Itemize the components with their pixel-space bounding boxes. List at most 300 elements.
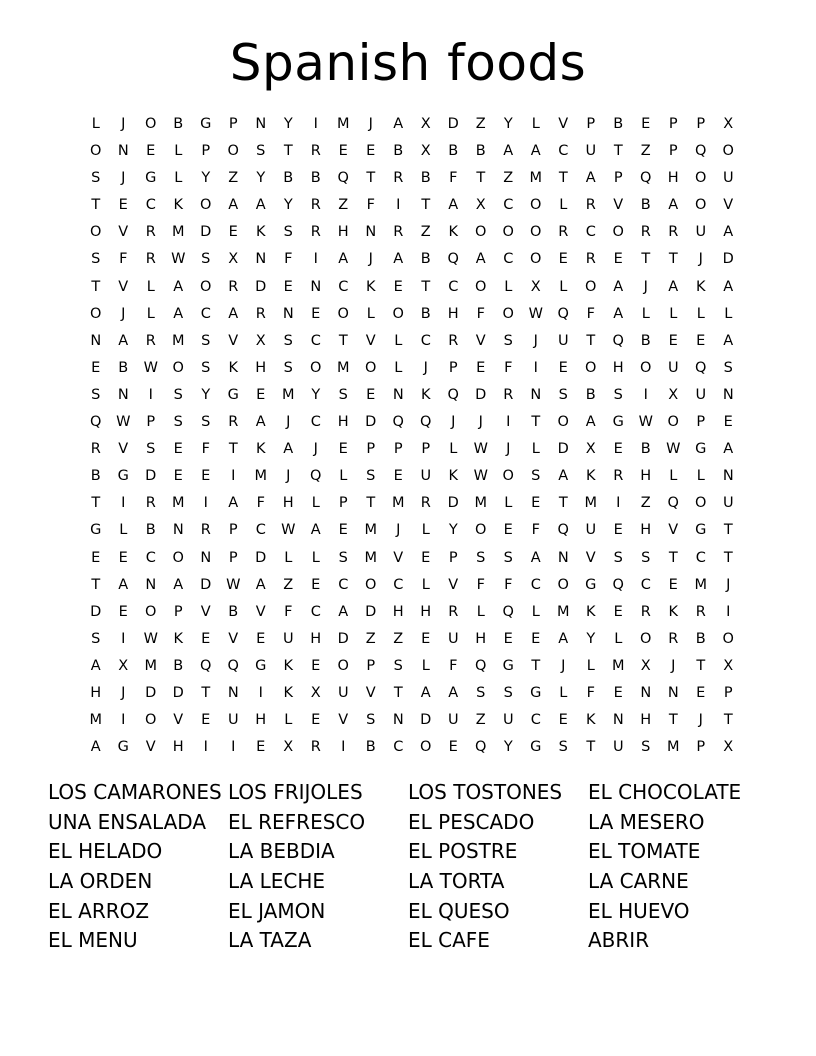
grid-letter[interactable]: T [91, 278, 101, 295]
grid-letter[interactable]: R [145, 224, 156, 241]
grid-letter[interactable]: F [201, 441, 210, 458]
grid-letter[interactable]: A [90, 739, 101, 756]
grid-letter[interactable]: B [118, 359, 129, 376]
grid-letter[interactable]: O [557, 414, 569, 431]
grid-letter[interactable]: E [338, 522, 348, 539]
grid-letter[interactable]: T [283, 143, 293, 160]
grid-letter[interactable]: L [724, 305, 733, 322]
grid-letter[interactable]: G [90, 522, 102, 539]
grid-letter[interactable]: L [394, 359, 403, 376]
grid-letter[interactable]: Q [447, 251, 459, 268]
grid-letter[interactable]: E [338, 143, 348, 160]
grid-letter[interactable]: U [585, 522, 597, 539]
grid-letter[interactable]: U [557, 332, 569, 349]
grid-letter[interactable]: C [255, 522, 266, 539]
grid-letter[interactable]: T [421, 278, 431, 295]
grid-letter[interactable]: T [723, 522, 733, 539]
grid-letter[interactable]: A [585, 170, 596, 187]
grid-letter[interactable]: E [283, 278, 293, 295]
grid-letter[interactable]: E [696, 332, 706, 349]
grid-letter[interactable]: X [475, 197, 486, 214]
grid-letter[interactable]: I [121, 630, 126, 647]
grid-letter[interactable]: W [638, 414, 653, 431]
grid-letter[interactable]: G [695, 441, 707, 458]
grid-letter[interactable]: O [585, 359, 597, 376]
grid-letter[interactable]: L [669, 305, 678, 322]
grid-letter[interactable]: Q [227, 657, 239, 674]
grid-letter[interactable]: I [231, 468, 236, 485]
grid-letter[interactable]: M [364, 549, 377, 566]
grid-letter[interactable]: E [421, 630, 431, 647]
grid-letter[interactable]: P [366, 657, 376, 674]
grid-letter[interactable]: A [393, 116, 404, 132]
grid-letter[interactable]: E [256, 630, 266, 647]
grid-letter[interactable]: Q [667, 495, 679, 512]
grid-letter[interactable]: M [89, 712, 102, 729]
grid-letter[interactable]: B [228, 603, 239, 620]
grid-letter[interactable]: O [145, 116, 157, 132]
grid-letter[interactable]: A [723, 224, 734, 241]
grid-letter[interactable]: F [476, 576, 485, 593]
grid-letter[interactable]: C [585, 224, 596, 241]
grid-letter[interactable]: M [556, 603, 570, 620]
grid-letter[interactable]: N [667, 684, 679, 701]
grid-letter[interactable]: P [393, 441, 403, 458]
grid-letter[interactable]: E [173, 468, 183, 485]
grid-letter[interactable]: J [451, 414, 456, 431]
grid-letter[interactable]: L [174, 143, 183, 160]
grid-letter[interactable]: C [530, 576, 541, 593]
grid-letter[interactable]: K [585, 468, 596, 485]
grid-letter[interactable]: G [612, 414, 624, 431]
grid-letter[interactable]: J [286, 414, 291, 431]
grid-letter[interactable]: P [228, 522, 238, 539]
grid-letter[interactable]: A [530, 143, 541, 160]
grid-letter[interactable]: E [531, 495, 541, 512]
grid-letter[interactable]: E [146, 143, 156, 160]
grid-letter[interactable]: L [559, 278, 568, 295]
grid-letter[interactable]: I [616, 495, 621, 512]
grid-letter[interactable]: Q [612, 576, 624, 593]
grid-letter[interactable]: P [173, 603, 183, 620]
grid-letter[interactable]: T [338, 332, 348, 349]
grid-letter[interactable]: V [228, 332, 239, 349]
grid-letter[interactable]: V [393, 549, 404, 566]
grid-letter[interactable]: A [723, 278, 734, 295]
grid-letter[interactable]: H [640, 468, 652, 485]
grid-letter[interactable]: D [420, 712, 432, 729]
grid-letter[interactable]: E [393, 278, 403, 295]
grid-letter[interactable]: P [613, 170, 623, 187]
grid-letter[interactable]: R [420, 495, 431, 512]
grid-letter[interactable]: C [448, 278, 459, 295]
grid-letter[interactable]: R [255, 305, 266, 322]
grid-letter[interactable]: D [145, 468, 157, 485]
grid-letter[interactable]: R [585, 251, 596, 268]
grid-letter[interactable]: V [200, 603, 211, 620]
grid-letter[interactable]: C [420, 332, 431, 349]
grid-letter[interactable]: A [585, 414, 596, 431]
grid-letter[interactable]: J [121, 116, 126, 132]
grid-letter[interactable]: J [698, 712, 703, 729]
grid-letter[interactable]: B [310, 170, 321, 187]
grid-letter[interactable]: A [228, 305, 239, 322]
grid-letter[interactable]: J [671, 657, 676, 674]
grid-letter[interactable]: N [172, 522, 184, 539]
grid-letter[interactable]: P [338, 495, 348, 512]
grid-letter[interactable]: K [585, 712, 596, 729]
grid-letter[interactable]: O [475, 522, 487, 539]
grid-letter[interactable]: S [476, 549, 486, 566]
grid-letter[interactable]: E [91, 549, 101, 566]
grid-letter[interactable]: D [365, 603, 377, 620]
grid-letter[interactable]: C [338, 278, 349, 295]
grid-letter[interactable]: M [529, 170, 542, 187]
grid-letter[interactable]: I [313, 116, 318, 132]
grid-letter[interactable]: Y [503, 116, 513, 132]
grid-letter[interactable]: H [667, 170, 679, 187]
grid-letter[interactable]: V [118, 224, 129, 241]
grid-letter[interactable]: L [531, 603, 540, 620]
grid-letter[interactable]: X [723, 116, 734, 132]
grid-letter[interactable]: E [311, 305, 321, 322]
grid-letter[interactable]: A [255, 576, 266, 593]
grid-letter[interactable]: I [341, 739, 346, 756]
grid-letter[interactable]: I [231, 739, 236, 756]
grid-letter[interactable]: P [448, 549, 458, 566]
grid-letter[interactable]: A [173, 305, 184, 322]
grid-letter[interactable]: D [200, 224, 212, 241]
grid-letter[interactable]: J [698, 251, 703, 268]
grid-letter[interactable]: P [228, 116, 238, 132]
grid-letter[interactable]: O [667, 414, 679, 431]
grid-letter[interactable]: B [475, 143, 486, 160]
grid-letter[interactable]: A [613, 305, 624, 322]
grid-letter[interactable]: A [503, 143, 514, 160]
grid-letter[interactable]: P [723, 684, 733, 701]
grid-letter[interactable]: F [366, 197, 375, 214]
grid-letter[interactable]: F [256, 495, 265, 512]
grid-letter[interactable]: Y [201, 170, 211, 187]
grid-letter[interactable]: H [640, 522, 652, 539]
grid-letter[interactable]: J [121, 305, 126, 322]
grid-letter[interactable]: A [118, 576, 129, 593]
grid-letter[interactable]: D [475, 386, 487, 403]
grid-letter[interactable]: O [557, 576, 569, 593]
grid-letter[interactable]: D [447, 116, 459, 132]
grid-letter[interactable]: S [173, 386, 183, 403]
grid-letter[interactable]: M [336, 359, 350, 376]
grid-letter[interactable]: I [506, 414, 511, 431]
grid-letter[interactable]: G [117, 739, 129, 756]
grid-letter[interactable]: N [90, 332, 102, 349]
grid-letter[interactable]: M [171, 495, 185, 512]
grid-letter[interactable]: C [695, 549, 706, 566]
grid-letter[interactable]: Z [365, 630, 376, 647]
grid-letter[interactable]: S [283, 332, 293, 349]
grid-letter[interactable]: P [201, 143, 211, 160]
grid-letter[interactable]: X [118, 657, 129, 674]
grid-letter[interactable]: E [366, 386, 376, 403]
grid-letter[interactable]: M [281, 386, 295, 403]
grid-letter[interactable]: I [148, 386, 153, 403]
grid-letter[interactable]: R [448, 332, 459, 349]
grid-letter[interactable]: Q [502, 603, 514, 620]
grid-letter[interactable]: K [420, 386, 431, 403]
grid-letter[interactable]: S [201, 251, 211, 268]
grid-letter[interactable]: X [420, 116, 431, 132]
grid-letter[interactable]: B [420, 305, 431, 322]
grid-letter[interactable]: L [696, 468, 705, 485]
grid-letter[interactable]: P [696, 116, 706, 132]
grid-letter[interactable]: V [558, 116, 569, 132]
grid-letter[interactable]: E [91, 359, 101, 376]
grid-letter[interactable]: L [421, 657, 430, 674]
grid-letter[interactable]: L [284, 549, 293, 566]
grid-letter[interactable]: X [228, 251, 239, 268]
grid-letter[interactable]: S [558, 739, 568, 756]
grid-letter[interactable]: Q [557, 305, 569, 322]
grid-letter[interactable]: Q [612, 332, 624, 349]
grid-letter[interactable]: N [255, 116, 267, 132]
grid-letter[interactable]: A [338, 603, 349, 620]
grid-letter[interactable]: M [474, 495, 487, 512]
grid-letter[interactable]: L [476, 603, 485, 620]
grid-letter[interactable]: I [121, 712, 126, 729]
grid-letter[interactable]: L [504, 278, 513, 295]
grid-letter[interactable]: H [640, 712, 652, 729]
grid-letter[interactable]: F [284, 251, 293, 268]
grid-letter[interactable]: L [504, 495, 513, 512]
grid-letter[interactable]: M [171, 332, 185, 349]
grid-letter[interactable]: S [613, 549, 623, 566]
grid-letter[interactable]: K [255, 441, 266, 458]
grid-letter[interactable]: W [116, 414, 131, 431]
grid-letter[interactable]: Z [283, 576, 294, 593]
grid-letter[interactable]: C [200, 305, 211, 322]
grid-letter[interactable]: N [722, 386, 734, 403]
grid-letter[interactable]: S [641, 549, 651, 566]
grid-letter[interactable]: R [668, 224, 679, 241]
grid-letter[interactable]: N [227, 684, 239, 701]
grid-letter[interactable]: S [503, 332, 513, 349]
grid-letter[interactable]: S [201, 414, 211, 431]
grid-letter[interactable]: R [640, 603, 651, 620]
grid-letter[interactable]: W [528, 305, 543, 322]
grid-letter[interactable]: W [171, 251, 186, 268]
grid-letter[interactable]: U [502, 712, 514, 729]
grid-letter[interactable]: A [723, 441, 734, 458]
grid-letter[interactable]: I [258, 684, 263, 701]
grid-letter[interactable]: C [145, 549, 156, 566]
grid-letter[interactable]: C [393, 739, 404, 756]
grid-letter[interactable]: S [366, 468, 376, 485]
grid-letter[interactable]: T [91, 576, 101, 593]
grid-letter[interactable]: E [723, 414, 733, 431]
grid-letter[interactable]: T [201, 684, 211, 701]
grid-letter[interactable]: V [338, 712, 349, 729]
grid-letter[interactable]: P [228, 549, 238, 566]
grid-letter[interactable]: V [613, 197, 624, 214]
grid-letter[interactable]: Q [392, 414, 404, 431]
grid-letter[interactable]: E [558, 359, 568, 376]
grid-letter[interactable]: M [364, 522, 377, 539]
grid-letter[interactable]: F [449, 657, 458, 674]
grid-letter[interactable]: F [119, 251, 128, 268]
grid-letter[interactable]: X [420, 143, 431, 160]
grid-letter[interactable]: E [256, 386, 266, 403]
grid-letter[interactable]: L [559, 684, 568, 701]
grid-letter[interactable]: Y [586, 630, 596, 647]
grid-letter[interactable]: P [668, 143, 678, 160]
grid-letter[interactable]: H [420, 603, 432, 620]
grid-letter[interactable]: B [640, 441, 651, 458]
grid-letter[interactable]: M [666, 739, 680, 756]
grid-letter[interactable]: S [366, 712, 376, 729]
grid-letter[interactable]: S [531, 468, 541, 485]
grid-letter[interactable]: P [696, 739, 706, 756]
grid-letter[interactable]: A [255, 197, 266, 214]
grid-letter[interactable]: I [121, 495, 126, 512]
grid-letter[interactable]: A [255, 414, 266, 431]
grid-letter[interactable]: K [585, 603, 596, 620]
grid-letter[interactable]: E [641, 116, 651, 132]
grid-letter[interactable]: R [668, 630, 679, 647]
grid-letter[interactable]: M [694, 576, 707, 593]
grid-letter[interactable]: R [310, 197, 321, 214]
grid-letter[interactable]: R [558, 224, 569, 241]
grid-letter[interactable]: J [643, 278, 648, 295]
grid-letter[interactable]: T [531, 414, 541, 431]
grid-letter[interactable]: S [91, 170, 101, 187]
grid-letter[interactable]: O [145, 603, 157, 620]
grid-letter[interactable]: V [365, 684, 376, 701]
grid-letter[interactable]: L [339, 468, 348, 485]
grid-letter[interactable]: Q [447, 386, 459, 403]
grid-letter[interactable]: M [336, 116, 350, 132]
grid-letter[interactable]: O [695, 197, 707, 214]
grid-letter[interactable]: I [533, 359, 538, 376]
grid-letter[interactable]: S [201, 359, 211, 376]
grid-letter[interactable]: G [117, 468, 129, 485]
grid-letter[interactable]: E [503, 522, 513, 539]
grid-letter[interactable]: U [695, 224, 707, 241]
grid-letter[interactable]: X [668, 386, 679, 403]
grid-letter[interactable]: O [200, 197, 212, 214]
grid-letter[interactable]: I [643, 386, 648, 403]
grid-letter[interactable]: F [504, 359, 513, 376]
grid-letter[interactable]: K [283, 657, 293, 674]
grid-letter[interactable]: D [145, 684, 157, 701]
grid-letter[interactable]: A [173, 576, 184, 593]
grid-letter[interactable]: M [611, 657, 625, 674]
grid-letter[interactable]: A [475, 251, 486, 268]
grid-letter[interactable]: I [203, 739, 208, 756]
grid-letter[interactable]: X [585, 441, 596, 458]
grid-letter[interactable]: O [612, 224, 624, 241]
grid-letter[interactable]: L [669, 468, 678, 485]
grid-letter[interactable]: I [313, 251, 318, 268]
grid-letter[interactable]: V [228, 630, 239, 647]
grid-letter[interactable]: F [531, 522, 540, 539]
grid-letter[interactable]: V [255, 603, 266, 620]
grid-letter[interactable]: T [723, 549, 733, 566]
grid-letter[interactable]: V [723, 197, 734, 214]
grid-letter[interactable]: A [723, 332, 734, 349]
grid-letter[interactable]: G [585, 576, 597, 593]
grid-letter[interactable]: E [311, 657, 321, 674]
grid-letter[interactable]: Y [283, 197, 293, 214]
grid-letter[interactable]: A [448, 197, 459, 214]
grid-letter[interactable]: C [310, 603, 321, 620]
grid-letter[interactable]: Q [557, 522, 569, 539]
grid-letter[interactable]: T [366, 170, 376, 187]
grid-letter[interactable]: G [200, 116, 212, 132]
grid-letter[interactable]: G [227, 386, 239, 403]
grid-letter[interactable]: X [530, 278, 541, 295]
grid-letter[interactable]: S [91, 386, 101, 403]
grid-letter[interactable]: B [448, 143, 459, 160]
grid-letter[interactable]: C [310, 332, 321, 349]
grid-letter[interactable]: N [640, 684, 652, 701]
grid-letter[interactable]: U [447, 630, 459, 647]
grid-letter[interactable]: M [254, 468, 267, 485]
grid-letter[interactable]: W [143, 359, 158, 376]
grid-letter[interactable]: S [201, 332, 211, 349]
grid-letter[interactable]: H [612, 359, 624, 376]
grid-letter[interactable]: O [365, 576, 377, 593]
grid-letter[interactable]: Z [228, 170, 239, 187]
grid-letter[interactable]: L [284, 712, 293, 729]
grid-letter[interactable]: N [200, 549, 212, 566]
grid-letter[interactable]: O [90, 224, 102, 241]
grid-letter[interactable]: R [200, 522, 211, 539]
grid-letter[interactable]: D [255, 549, 267, 566]
grid-letter[interactable]: R [310, 739, 321, 756]
grid-letter[interactable]: D [722, 251, 734, 268]
grid-letter[interactable]: X [640, 657, 651, 674]
grid-letter[interactable]: T [668, 251, 678, 268]
grid-letter[interactable]: K [228, 359, 238, 376]
grid-letter[interactable]: W [226, 576, 241, 593]
grid-letter[interactable]: S [146, 441, 156, 458]
grid-letter[interactable]: T [586, 332, 596, 349]
grid-letter[interactable]: G [502, 657, 514, 674]
grid-letter[interactable]: R [393, 170, 404, 187]
grid-letter[interactable]: X [283, 739, 294, 756]
grid-letter[interactable]: E [201, 712, 211, 729]
grid-letter[interactable]: A [310, 522, 321, 539]
grid-letter[interactable]: F [284, 603, 293, 620]
grid-letter[interactable]: S [283, 359, 293, 376]
grid-letter[interactable]: V [173, 712, 184, 729]
grid-letter[interactable]: T [421, 197, 431, 214]
grid-letter[interactable]: J [506, 441, 511, 458]
grid-letter[interactable]: T [613, 143, 623, 160]
grid-letter[interactable]: T [668, 712, 678, 729]
grid-letter[interactable]: O [365, 359, 377, 376]
grid-letter[interactable]: Z [393, 630, 404, 647]
grid-letter[interactable]: E [503, 630, 513, 647]
grid-letter[interactable]: Z [475, 712, 486, 729]
grid-letter[interactable]: E [613, 251, 623, 268]
grid-letter[interactable]: H [337, 414, 349, 431]
grid-letter[interactable]: J [726, 576, 731, 593]
grid-letter[interactable]: V [118, 278, 129, 295]
grid-letter[interactable]: E [366, 143, 376, 160]
grid-letter[interactable]: R [228, 414, 239, 431]
grid-letter[interactable]: Y [201, 386, 211, 403]
